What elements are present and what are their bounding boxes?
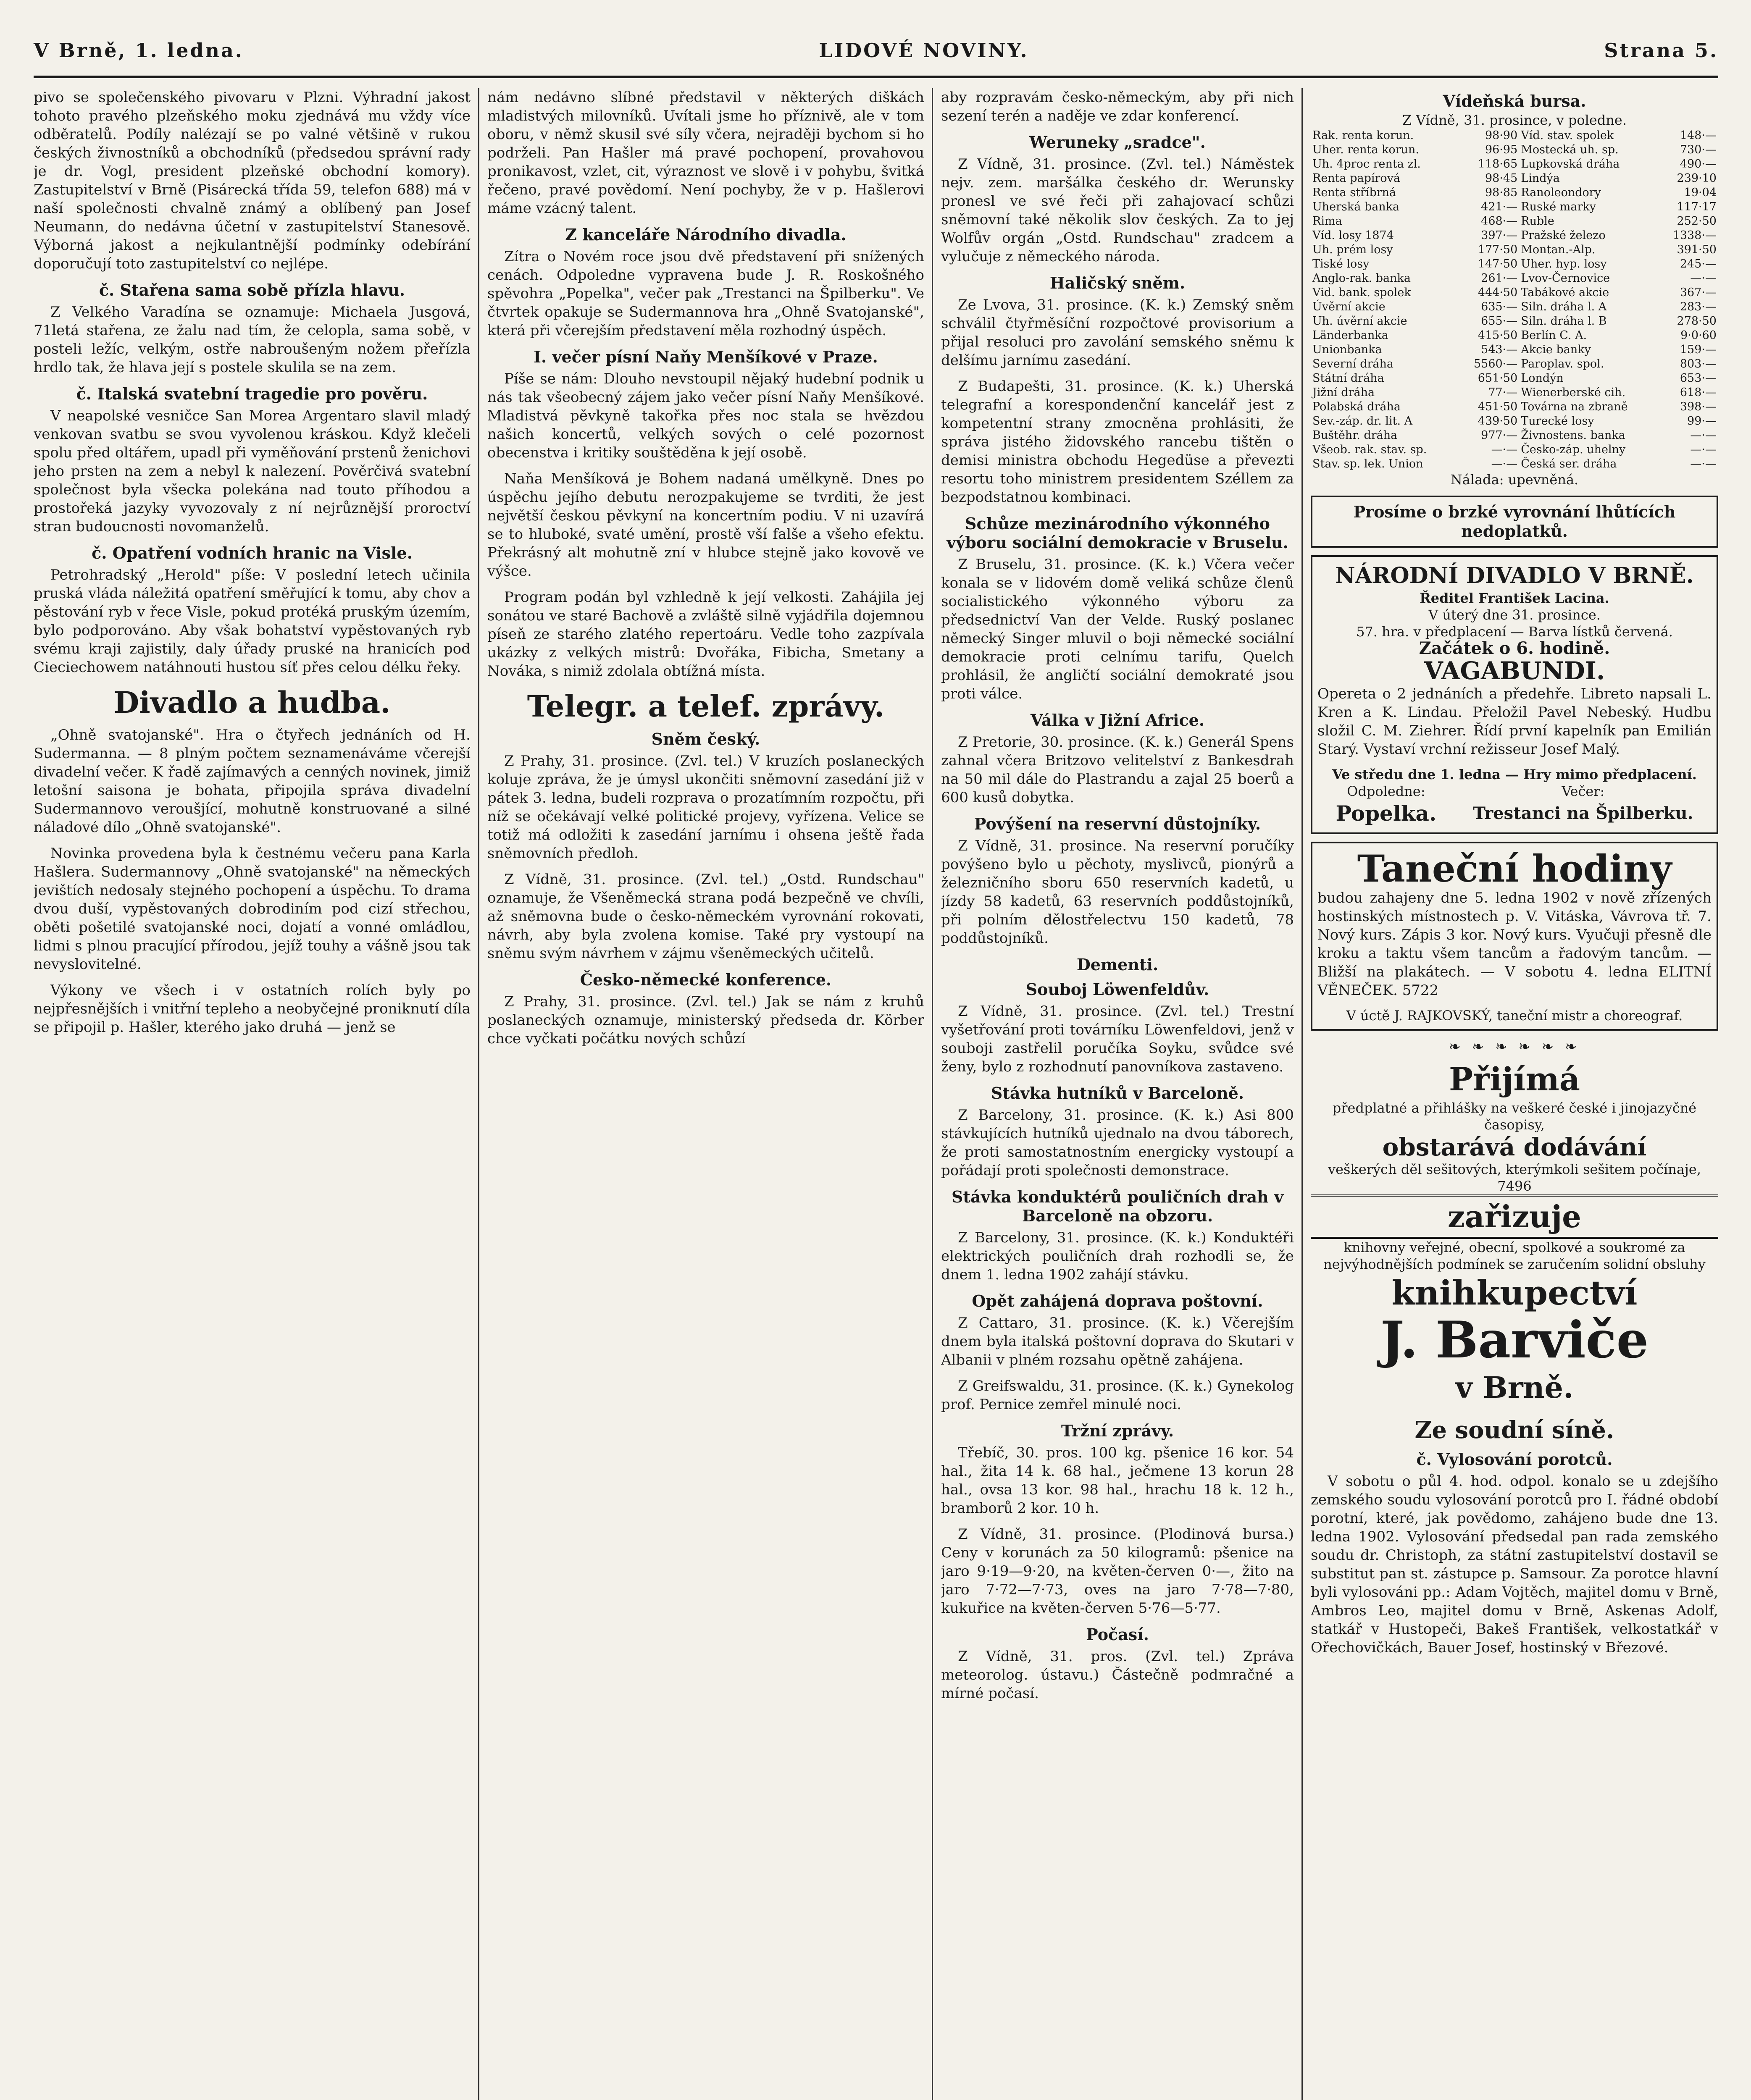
article-heading: Tržní zprávy. xyxy=(1061,1421,1174,1440)
bourse-row xyxy=(1311,314,1718,328)
dance-text: budou zahajeny dne 5. ledna 1902 v nově zřízených hostinských místnostech p. V. Vitáska, Vávrova tř. 7. Nový kurs. Zápis 3 kor. Nový kurs. Vyučuji přesně dle kroku a taktu všem tancům a řadovým tancům. — Bližší na plakátech. — V sobotu 4. ledna ELITNÍ VĚNEČEK. 5722 xyxy=(1317,890,1712,999)
bourse-cell: 283·— xyxy=(1680,300,1717,313)
bourse-cell: 444·50 xyxy=(1478,286,1518,299)
dance-title: Taneční hodiny xyxy=(1357,847,1672,890)
bourse-cell: Živnostens. banka xyxy=(1521,429,1625,442)
bourse-cell: 730·— xyxy=(1680,143,1717,156)
bourse-cell: —·— xyxy=(1690,429,1717,442)
bourse-cell: 278·50 xyxy=(1677,315,1717,328)
bourse-cell: 635·— xyxy=(1481,300,1518,313)
bourse-cell: Paroplav. spol. xyxy=(1521,357,1604,370)
bourse-title: Vídeňská bursa. xyxy=(1443,92,1586,110)
article-text: Z Greifswaldu, 31. prosince. (K. k.) Gynekolog prof. Pernice zemřel minulé noci. xyxy=(941,1378,1294,1413)
zarizuje-text: knihovny veřejné, obecní, spolkové a soukromé za nejvýhodnějších podmínek se zaručením solidní obsluhy xyxy=(1323,1239,1706,1272)
bourse-row xyxy=(1311,328,1718,343)
bourse-cell: Renta stříbrná xyxy=(1312,186,1396,199)
article-text: Naňa Menšíková je Bohem nadaná umělkyně. Dnes po úspěchu jejího debutu nerozpakujeme se tvrditi, že jest největší českou pěvkyní na koncertním podiu. V ni uzavírá se to hluboké, svaté umění, prostě vší falše a všeho efektu. Překrásný alt mohutně zní v hlubce stejně jako kovově ve výšce. xyxy=(487,470,924,580)
court-heading: č. Vylosování porotců. xyxy=(1416,1450,1613,1469)
obstara-title: obstarává dodávání xyxy=(1382,1133,1647,1161)
bourse-row xyxy=(1311,428,1718,443)
article-text: Z Bruselu, 31. prosince. (K. k.) Včera večer konala se v lidovém domě veliká schůze členů socialistického výkonného výboru za předsednictví Van der Velde. Ruský poslanec německý Singer mluvil o boji německé sociální demokracie proti celnímu tarifu, Quelch prohlásil, že angličtí sociální demokraté jsou proti válce. xyxy=(941,556,1294,702)
bourse-cell: 5560·— xyxy=(1473,357,1518,370)
bourse-cell: 177·50 xyxy=(1478,243,1518,256)
article-text: Z Budapešti, 31. prosince. (K. k.) Uherská telegrafní a korespondenční kancelář jest z kompetentní strany zmocněna prohlásiti, že správa jistého židovského rancebu tištěn o demisi ministra obchodu Hegedüse a převezti resortu toho ministrem presidentem Széllem za bezpodstatnou kombinaci. xyxy=(941,378,1294,506)
bourse-cell: Unionbanka xyxy=(1312,343,1382,356)
article-text: Třebíč, 30. pros. 100 kg. pšenice 16 kor. 54 hal., žita 14 k. 68 hal., ječmene 13 korun 28 hal., ovsa 13 kor. 98 hal., hrachu 18 k. 12 h., bramborů 2 kor. 10 h. xyxy=(941,1444,1294,1517)
bourse-row xyxy=(1311,129,1718,143)
article-text: Z Vídně, 31. prosince. (Zvl. tel.) „Ostd. Rundschau" oznamuje, že Všeněmecká strana podá bezpečně ve chvíli, až sněmovna bude o česko-německém vyrovnání rokovati, návrh, aby byla zvolena komise. Také pry vystoupí na sněmu svým návrhem v zájmu všeněmeckých učitelů. xyxy=(487,871,924,962)
article-text: Z Vídně, 31. prosince. (Zvl. tel.) Trestní vyšetřování proti továrníku Löwenfeldovi, jenž v souboji zastřelil poručíka Soyku, svůdce své ženy, bylo z rozhodnutí panovníkova zastaveno. xyxy=(941,1003,1294,1075)
bourse-cell: 261·— xyxy=(1481,272,1518,285)
theatre-director: Ředitel František Lacina. xyxy=(1420,590,1609,606)
bourse-cell: 239·10 xyxy=(1677,172,1717,185)
article-heading: Válka v Jižní Africe. xyxy=(1031,711,1204,730)
bourse-cell: 803·— xyxy=(1680,357,1717,370)
column-2 xyxy=(487,88,924,2100)
bourse-row xyxy=(1311,243,1718,257)
bourse-cell: 618·— xyxy=(1680,386,1717,399)
bookshop-owner: J. Barviče xyxy=(1380,1310,1649,1370)
article-text: Z Vídně, 31. prosince. (Zvl. tel.) Náměstek nejv. zem. maršálka českého dr. Werunsky pronesl ve své řeči při zahajovací schůzi sněmovní také několik slov českých. Za to jej Wolfův orgán „Ostd. Rundschau" zradcem a vylučuje z německého národa. xyxy=(941,156,1294,265)
bourse-cell: Česko-záp. uhelny xyxy=(1521,443,1626,456)
bourse-cell: Polabská dráha xyxy=(1312,400,1401,413)
column-3 xyxy=(941,88,1294,2100)
evening-play: Trestanci na Špilberku. xyxy=(1473,803,1693,823)
article-text: Zítra o Novém roce jsou dvě představení při snížených cenách. Odpoledne vypravena bude J. R. Roskošného spěvohra „Popelka", večer pak „Trestanci na Špilberku". Ve čtvrtek opakuje se Sudermannova hra „Ohně Svatojanské", která při včerejším představení měla rozhodný úspěch. xyxy=(487,248,924,339)
article-heading: Sněm český. xyxy=(651,730,760,748)
column-1 xyxy=(34,88,471,2100)
article-text: „Ohně svatojanské". Hra o čtyřech jednáních od H. Sudermanna. — 8 plným počtem seznamenáváme včerejší divadelní večer. K řadě zajímavých a cenných novinek, jimiž letošní saisona je bohata, připojila správa divadelní Sudermannovo veroušjící, mohutně konstruované a silné náladové dílo „Ohně svatojanské". xyxy=(34,727,471,836)
bourse-cell: 148·— xyxy=(1680,129,1717,142)
bourse-cell: Siln. dráha l. B xyxy=(1521,315,1607,328)
article-text: V neapolské vesničce San Morea Argentaro slavil mladý venkovan svatbu se svou vyvolenou kráskou. Když klečeli spolu před oltářem, upadl při vyměňování prstenů ženichovi jeho prsten na zem a nebyl k nalezení. Pověrčivá svatební společnost byla všecka polekána nad touto příhodou a prostořeká jazyky vyvozovaly z ní nejrůznější proroctví stran budoucnosti novomanželů. xyxy=(34,407,471,535)
bourse-cell: Berlín C. A. xyxy=(1521,329,1587,342)
bourse-row xyxy=(1311,400,1718,414)
article-text: Z Barcelony, 31. prosince. (K. k.) Asi 800 stávkujících hutníků ujednalo na dvou táborech, že proti samostatnostním energicky vystoupí a pořádají proti společnosti demonstrace. xyxy=(941,1107,1294,1179)
theatre-next: Ve středu dne 1. ledna — Hry mimo předplacení. xyxy=(1332,766,1697,782)
bourse-cell: Uher. hyp. losy xyxy=(1521,257,1607,270)
bourse-cell: 98·45 xyxy=(1485,172,1518,185)
ornament-divider: ❧ ❧ ❧ ❧ ❧ ❧ xyxy=(1449,1038,1580,1055)
bourse-cell: 252·50 xyxy=(1677,215,1717,228)
bourse-cell: Víd. stav. spolek xyxy=(1521,129,1614,142)
bourse-cell: Jižní dráha xyxy=(1312,386,1375,399)
masthead-title: LIDOVÉ NOVINY. xyxy=(819,39,1029,62)
bourse-cell: Uh. prém losy xyxy=(1312,243,1393,256)
bourse-row xyxy=(1311,200,1718,214)
bourse-cell: 398·— xyxy=(1680,400,1717,413)
article-heading: Haličský sněm. xyxy=(1049,273,1186,292)
bourse-cell: Sev.-záp. dr. lit. A xyxy=(1312,415,1413,428)
bourse-row xyxy=(1311,300,1718,314)
article-heading: Weruneky „sradce". xyxy=(1029,133,1206,152)
article-text: Z Vídně, 31. prosince. Na reservní poručíky povýšeno bylo u pěchoty, myslivců, pionýrů a železničního sboru 650 reservních kadetů, u jízdy 58 kadetů, 63 reservních poddůstojníků, při polním dělostřelectvu 150 kadetů, 78 poddůstojníků. xyxy=(941,837,1294,947)
bourse-cell: 159·— xyxy=(1680,343,1717,356)
bourse-cell: Wienerberské cih. xyxy=(1521,386,1626,399)
article-text: Z Velkého Varadína se oznamuje: Michaela Jusgová, 71letá stařena, ze žalu nad tím, že celopla, sama sobě, v posteli ležíc, velkým, ostře nabroušeným nožem přeřízla hrdlo tak, že hlava její s postele skulila se na zem. xyxy=(34,304,471,376)
newspaper-page xyxy=(34,25,1718,2100)
column-rule xyxy=(1301,88,1303,2100)
bourse-table-block xyxy=(1311,94,1718,488)
article-text: nám nedávno slíbné představil v některých diškách mladistvých milovníků. Uvítali jsme ho příznivě, ale v tom oboru, v němž skusil své síly včera, nejraději bychom si ho podrželi. Pan Hašler má pravé pochopení, provahovou pronikavost, vzlet, cit, výraznost ve slově i v pohybu, švitká řečeno, pravé povědomí. Není pochyby, že v p. Hašlerovi máme vzácný talent. xyxy=(487,89,924,217)
theatre-ad xyxy=(1311,555,1718,834)
bourse-row xyxy=(1311,271,1718,286)
article-heading: Počasí. xyxy=(1086,1625,1149,1644)
article-heading: č. Stařena sama sobě přízla hlavu. xyxy=(99,281,405,299)
article-text: Z Vídně, 31. pros. (Zvl. tel.) Zpráva meteorolog. ústavu.) Částečně podmračné a mírné počasí. xyxy=(941,1648,1294,1702)
article-text: Z Prahy, 31. prosince. (Zvl. tel.) V kruzích poslaneckých koluje zpráva, že je úmysl ukončiti sněmovní zasedání již v pátek 3. ledna, budeli rozprava o prozatímním rozpočtu, při níž se očekávají velké politické projevy, vyřízena. Velice se totiž má odložiti k zasedání jarnímu i ohsena ještě řada sněmovních předloh. xyxy=(487,753,924,862)
article-text: Z Vídně, 31. prosince. (Plodinová bursa.) Ceny v korunách za 50 kilogramů: pšenice na jaro 9·19—9·20, na květen-červen 0·—, žito na jaro 7·72—7·73, oves na jaro 7·78—7·80, kukuřice na květen-červen 5·76—5·77. xyxy=(941,1526,1294,1617)
bourse-row xyxy=(1311,357,1718,371)
article-heading: Schůze mezinárodního výkonného výboru sociální demokracie v Bruselu. xyxy=(946,514,1288,552)
bookshop-city: v Brně. xyxy=(1455,1370,1574,1405)
page-header xyxy=(34,25,1718,78)
bourse-cell: Úvěrní akcie xyxy=(1312,300,1386,313)
bourse-row xyxy=(1311,186,1718,200)
bourse-cell: 655·— xyxy=(1481,315,1518,328)
bourse-cell: Rak. renta korun. xyxy=(1312,129,1414,142)
afternoon-show xyxy=(1336,783,1436,827)
bourse-cell: Státní dráha xyxy=(1312,372,1384,385)
bourse-cell: 651·50 xyxy=(1478,372,1518,385)
zarizuje-title: zařizuje xyxy=(1311,1194,1718,1239)
bourse-cell: Ruské marky xyxy=(1521,200,1596,213)
bourse-cell: —·— xyxy=(1690,272,1717,285)
bourse-cell: Pražské železo xyxy=(1521,229,1606,242)
theatre-title: NÁRODNÍ DIVADLO V BRNĚ. xyxy=(1335,563,1694,588)
article-heading: Stávka hutníků v Barceloně. xyxy=(991,1084,1244,1102)
bourse-row xyxy=(1311,286,1718,300)
bourse-cell: 468·— xyxy=(1481,215,1518,228)
bourse-cell: 98·85 xyxy=(1485,186,1518,199)
page-number: Strana 5. xyxy=(1604,39,1718,62)
afternoon-label: Odpoledne: xyxy=(1347,783,1425,799)
bourse-cell: 117·17 xyxy=(1677,200,1717,213)
court-section-title: Ze soudní síně. xyxy=(1414,1416,1614,1444)
article-heading: Souboj Löwenfeldův. xyxy=(1025,980,1209,999)
article-heading: č. Opatření vodních hranic na Visle. xyxy=(92,543,413,562)
reminder-notice: Prosíme o brzké vyrovnání lhůtících nedoplatků. xyxy=(1311,496,1718,548)
article-heading: Opět zahájená doprava poštovní. xyxy=(972,1292,1263,1310)
bourse-cell: Siln. dráha l. A xyxy=(1521,300,1607,313)
bourse-cell: Londýn xyxy=(1521,372,1564,385)
bourse-subtitle: Z Vídně, 31. prosince, v poledne. xyxy=(1402,112,1627,128)
bourse-cell: 397·— xyxy=(1481,229,1518,242)
article-text: Petrohradský „Herold" píše: V poslední letech učinila pruská vláda náležitá opatření směřující k tomu, aby chov a pěstování ryb v řece Visle, pokud protéká pruským územím, bylo podporováno. Aby však bohatství vypěstovaných ryb svému kraji zajistily, daly úřady pruské na hranicích pod Cieciechowem natáhnouti hustou síť přes celou délku řeky. xyxy=(34,567,471,676)
bourse-cell: 96·95 xyxy=(1485,143,1518,156)
bourse-cell: Stav. sp. lek. Union xyxy=(1312,457,1423,470)
bourse-cell: Mostecká uh. sp. xyxy=(1521,143,1619,156)
column-rule xyxy=(932,88,933,2100)
bourse-cell: Víd. losy 1874 xyxy=(1312,229,1394,242)
bourse-cell: Uh. 4proc renta zl. xyxy=(1312,158,1421,171)
bourse-cell: Tabákové akcie xyxy=(1521,286,1609,299)
theatre-info: 57. hra. v předplacení — Barva lístků červená. xyxy=(1356,624,1673,640)
evening-label: Večer: xyxy=(1562,783,1605,799)
dance-signature: V úctě J. RAJKOVSKÝ, taneční mistr a choreograf. xyxy=(1346,1008,1683,1024)
bourse-cell: —·— xyxy=(1491,443,1518,456)
bourse-mood: Nálada: upevněná. xyxy=(1450,472,1579,488)
bourse-cell: Uher. renta korun. xyxy=(1312,143,1419,156)
bourse-cell: Lupkovská dráha xyxy=(1521,158,1620,171)
header-date: V Brně, 1. ledna. xyxy=(34,39,244,62)
accept-text: předplatné a přihlášky na veškeré české i jinojazyčné časopisy, xyxy=(1332,1100,1697,1133)
court-text: V sobotu o půl 4. hod. odpol. konalo se u zdejšího zemského soudu vylosování porotců pro I. řádné období porotní, které, jak povědomo, zahájeno bude dne 13. ledna 1902. Vylosování předsedal pan rada zemského soudu dr. Christoph, za státní zastupitelství dostavil se substitut pan st. zástupce p. Samsour. Za porotce hlavní byli vylosováni pp.: Adam Vojtěch, majitel domu v Brně, Ambros Leo, majitel domu v Brně, Askenas Adolf, statkář v Hustopeči, Bakeš František, velkostatkář v Ořechovičkách, Bauer Josef, hostinský v Březové. xyxy=(1311,1473,1718,1656)
section-title: Divadlo a hudba. xyxy=(113,685,391,720)
bourse-cell: Renta papírová xyxy=(1312,172,1401,185)
article-text: Program podán byl vzhledně k její velkosti. Zahájila jej sonátou ve staré Bachově a zvláště silně vyjádřila dojemnou píseň ze starého zlatého repertoáru. Vedle toho zazpívala ukázky z velkých mistrů: Dvořáka, Fibicha, Smetany a Nováka, s nimiž zdolala obtížná místa. xyxy=(487,589,924,680)
article-heading: č. Italská svatební tragedie pro pověru. xyxy=(76,384,428,403)
bourse-cell: 1338·— xyxy=(1672,229,1717,242)
article-text: pivo se společenského pivovaru v Plzni. Výhradní jakost tohoto pravého plzeňského moku zjednává mu vždy více odběratelů. Podíly nalézají se po valné většině v rukou českých živnostníků a obchodníků (předsedou správní rady je dr. Vogl, president plzeňské obchodní komory). Zastupitelství v Brně (Pisárecká třída 59, telefon 688) má v naší společnosti chvalně známý a oblíbený pan Josef Neumann, do nedávna účetní v zastupitelství Stanesově. Výborná jakost a nejkulantnější podmínky odebírání doporučují toto zastupitelství co nejlépe. xyxy=(34,89,471,272)
bourse-cell: Akcie banky xyxy=(1521,343,1591,356)
article-heading: Stávka konduktérů pouličních drah v Barceloně na obzoru. xyxy=(951,1187,1284,1225)
bourse-cell: 367·— xyxy=(1680,286,1717,299)
theatre-program-row xyxy=(1317,783,1712,827)
bourse-cell: Ruble xyxy=(1521,215,1554,228)
article-text: Z Prahy, 31. prosince. (Zvl. tel.) Jak se nám z kruhů poslaneckých oznamuje, ministerský předseda dr. Körber chce vyčkati počátku nových schůzí xyxy=(487,993,924,1047)
column-rule xyxy=(478,88,479,2100)
bourse-cell: 147·50 xyxy=(1478,257,1518,270)
bourse-cell: Lvov-Černovice xyxy=(1521,272,1610,285)
article-text: Píše se nám: Dlouho nevstoupil nějaký hudební podnik u nás tak všeobecný zájem jako večer písní Naňy Menšíkové. Mladistvá pěvkyně takořka přes noc stala se hvězdou našich koncertů, velkých sových o celé pozornost obecenstva i kritiky souštěděna k její osobě. xyxy=(487,370,924,461)
bourse-cell: Montan.-Alp. xyxy=(1521,243,1596,256)
bourse-cell: —·— xyxy=(1690,457,1717,470)
article-text: Výkony ve všech i v ostatních rolích byly po nejpřesnějších i vnitřní tepleho a neobyčejné proniknutí díla se připojil p. Hašler, kterého jako druhá — jenž se xyxy=(34,982,471,1036)
bourse-row xyxy=(1311,157,1718,171)
article-text: Novinka provedena byla k čestnému večeru pana Karla Hašlera. Sudermannovy „Ohně svatojanské" na německých jevištích nedosaly stejného pochopení a úspěchu. To drama dvou duší, vypěstovaných dobrodiním pod cizí střechou, oběti pošetilé svatojanské noci, dojatí a vonné omládlou, lidmi s plnou pracující přírodou, jejíž touhy a vášně jsou tak nevyslovitelné. xyxy=(34,845,471,973)
bourse-cell: Rima xyxy=(1312,215,1342,228)
afternoon-play: Popelka. xyxy=(1336,801,1437,826)
bourse-cell: 415·50 xyxy=(1478,329,1518,342)
bourse-cell: Všeob. rak. stav. sp. xyxy=(1312,443,1427,456)
article-text: Z Cattaro, 31. prosince. (K. k.) Včerejším dnem byla italská poštovní doprava do Skutari v Albanii v plném rozsahu opětně zahájena. xyxy=(941,1315,1294,1368)
article-text: Z Barcelony, 31. prosince. (K. k.) Konduktéři elektrických pouličních drah rozhodli se, že dnem 1. ledna 1902 zahájí stávku. xyxy=(941,1229,1294,1283)
article-heading: Povýšení na reservní důstojníky. xyxy=(974,814,1261,833)
evening-show xyxy=(1473,783,1693,827)
bourse-cell: 490·— xyxy=(1680,158,1717,171)
bourse-cell: Uh. úvěrní akcie xyxy=(1312,315,1407,328)
obstara-text: veškerých děl sešitových, kterýmkoli sešitem počínaje, 7496 xyxy=(1328,1161,1701,1194)
bourse-cell: Tiské losy xyxy=(1312,257,1370,270)
bourse-table xyxy=(1311,129,1718,471)
article-text: Z Pretorie, 30. prosince. (K. k.) Generál Spens zahnal včera Britzovo velitelství z Bankesdrah na 50 mil dále do Plastrandu a zajal 25 boerů a 600 kusů dobytka. xyxy=(941,734,1294,806)
column-4 xyxy=(1311,88,1718,2100)
bourse-cell: 439·50 xyxy=(1478,415,1518,428)
bourse-cell: Severní dráha xyxy=(1312,357,1393,370)
bourse-cell: Ranoleondory xyxy=(1521,186,1601,199)
bourse-row xyxy=(1311,414,1718,428)
bourse-cell: 451·50 xyxy=(1478,400,1518,413)
bourse-cell: Buštěhr. dráha xyxy=(1312,429,1398,442)
theatre-play: VAGABUNDI. xyxy=(1424,656,1605,685)
bourse-cell: Vid. bank. spolek xyxy=(1312,286,1411,299)
bourse-cell: 391·50 xyxy=(1677,243,1717,256)
bourse-row xyxy=(1311,443,1718,457)
theatre-description: Opereta o 2 jednáních a předehře. Libreto napsali L. Kren a K. Lindau. Přeložil Pavel Nebeský. Hudbu složil C. M. Ziehrer. Řídí první kapelník pan Emilián Starý. Vystaví vrchní režisseur Josef Malý. xyxy=(1317,685,1712,758)
bourse-cell: Anglo-rak. banka xyxy=(1312,272,1411,285)
bourse-cell: 9·0·60 xyxy=(1680,329,1717,342)
bourse-row xyxy=(1311,143,1718,157)
bourse-cell: 77·— xyxy=(1488,386,1518,399)
article-heading: Z kanceláře Národního divadla. xyxy=(565,225,847,244)
article-text: aby rozpravám česko-německým, aby při nich sezení terén a naděje ve zdar konferencí. xyxy=(941,89,1294,124)
bourse-cell: Továrna na zbraně xyxy=(1521,400,1628,413)
bourse-row xyxy=(1311,228,1718,243)
bookshop-label: knihkupectví xyxy=(1391,1273,1638,1312)
bourse-row xyxy=(1311,457,1718,471)
bourse-cell: —·— xyxy=(1690,443,1717,456)
bourse-row xyxy=(1311,171,1718,186)
bourse-cell: Turecké losy xyxy=(1521,415,1594,428)
bourse-cell: 245·— xyxy=(1680,257,1717,270)
bourse-row xyxy=(1311,257,1718,271)
accept-title: Přijímá xyxy=(1449,1060,1580,1098)
bourse-cell: Lindýa xyxy=(1521,172,1560,185)
bourse-cell: 98·90 xyxy=(1485,129,1518,142)
bourse-cell: Česká ser. dráha xyxy=(1521,457,1617,470)
bourse-cell: Uherská banka xyxy=(1312,200,1400,213)
bourse-row xyxy=(1311,343,1718,357)
bourse-row xyxy=(1311,214,1718,228)
bookshop-ad xyxy=(1311,1059,1718,1408)
dance-lessons-ad xyxy=(1311,842,1718,1031)
theatre-start: Začátek o 6. hodině. xyxy=(1419,638,1610,658)
theatre-date: V úterý dne 31. prosince. xyxy=(1428,607,1601,623)
bourse-cell: 653·— xyxy=(1680,372,1717,385)
bourse-cell: 543·— xyxy=(1481,343,1518,356)
bourse-row xyxy=(1311,371,1718,386)
bourse-cell: 118·65 xyxy=(1478,158,1518,171)
section-title: Telegr. a telef. zprávy. xyxy=(527,689,885,724)
bourse-row xyxy=(1311,386,1718,400)
article-heading: I. večer písní Naňy Menšíkové v Praze. xyxy=(534,347,878,366)
bourse-cell: Länderbanka xyxy=(1312,329,1388,342)
article-heading: Česko-německé konference. xyxy=(580,970,832,989)
bourse-cell: 19·04 xyxy=(1684,186,1717,199)
article-heading: Dementi. xyxy=(1076,955,1159,974)
article-text: Ze Lvova, 31. prosince. (K. k.) Zemský sněm schválil čtyřměsíční rozpočtové provisorium a přijal resoluci pro zavolání semského sněmu k delšímu jarnímu zasedání. xyxy=(941,297,1294,369)
bourse-cell: 99·— xyxy=(1687,415,1717,428)
bourse-cell: 421·— xyxy=(1481,200,1518,213)
bourse-cell: 977·— xyxy=(1481,429,1518,442)
bourse-cell: —·— xyxy=(1491,457,1518,470)
